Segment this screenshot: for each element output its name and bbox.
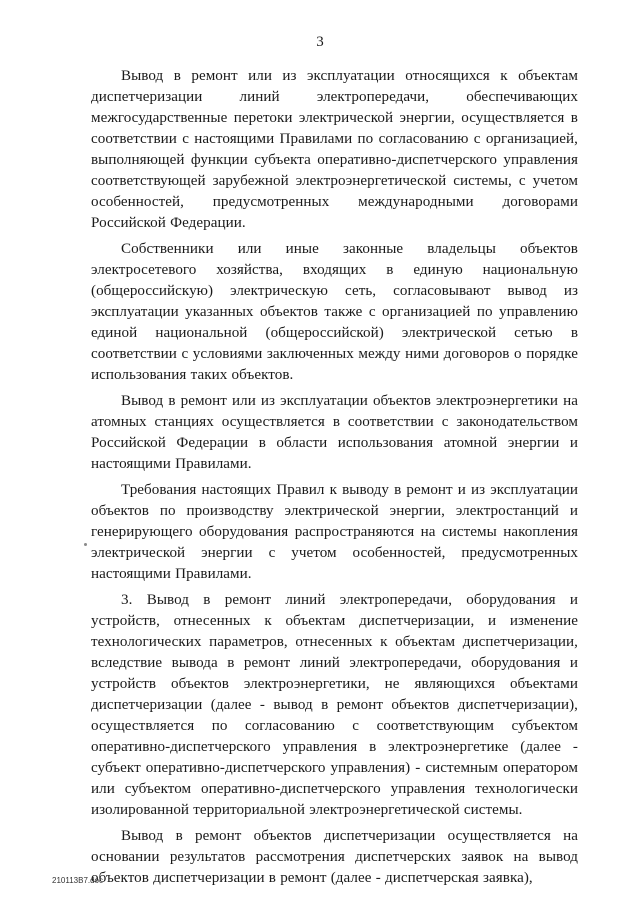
paragraph-nuclear-stations: Вывод в ремонт или из эксплуатации объектов электроэнергетики на атомных станциях осуществляется в соответствии с законодательством Российской Федерации в области использования атомной энергии и настоящими Правилами.: [91, 393, 578, 472]
paragraph-international-lines: Вывод в ремонт или из эксплуатации относящихся к объектам диспетчеризации линий электропередачи, обеспечивающих межгосударственные перетоки электрической энергии, осуществляется в соответствии с настоящими Правилами по согласованию с организацией, выполняющей функции субъекта оперативно-диспетчерского управления соответствующей зарубежной электроэнергетической системы, с учетом особенностей, предусмотренных международными договорами Российской Федерации.: [91, 68, 578, 231]
paragraph-energy-storage: Требования настоящих Правил к выводу в ремонт и из эксплуатации объектов по производству электрической энергии, электростанций и генерирующего оборудования распространяются на системы накопления электрической энергии с учетом особенностей, предусмотренных настоящими Правилами.: [91, 482, 578, 582]
paragraph-dispatch-requests: Вывод в ремонт объектов диспетчеризации осуществляется на основании результатов рассмотрения диспетчерских заявок на вывод объектов диспетчеризации в ремонт (далее - диспетчерская заявка),: [91, 828, 578, 886]
margin-dot-mark: [84, 543, 87, 546]
file-name-footer: 210113В7.doc: [52, 876, 104, 885]
paragraph-clause-3: 3. Вывод в ремонт линий электропередачи, оборудования и устройств, отнесенных к объектам диспетчеризации, и изменение технологических параметров, отнесенных к объектам диспетчеризации, вследствие вывода в ремонт линий электропередачи, оборудования и устройств объектов электроэнергетики, не являющихся объектами диспетчеризации (далее - вывод в ремонт объектов диспетчеризации), осуществляется по согласованию с соответствующим субъектом оперативно-диспетчерского управления в электроэнергетике (далее - субъект оперативно-диспетчерского управления) - системным оператором или субъектом оперативно-диспетчерского управления технологически изолированной территориальной электроэнергетической системы.: [91, 592, 578, 818]
paragraph-grid-owners: Собственники или иные законные владельцы объектов электросетевого хозяйства, входящих в единую национальную (общероссийскую) электрическую сеть, согласовывают вывод из эксплуатации указанных объектов также с организацией по управлению единой национальной (общероссийской) электрической сетью в соответствии с условиями заключенных между ними договоров о порядке использования таких объектов.: [91, 241, 578, 383]
document-body: [91, 66, 578, 889]
page-number: 3: [316, 34, 324, 50]
